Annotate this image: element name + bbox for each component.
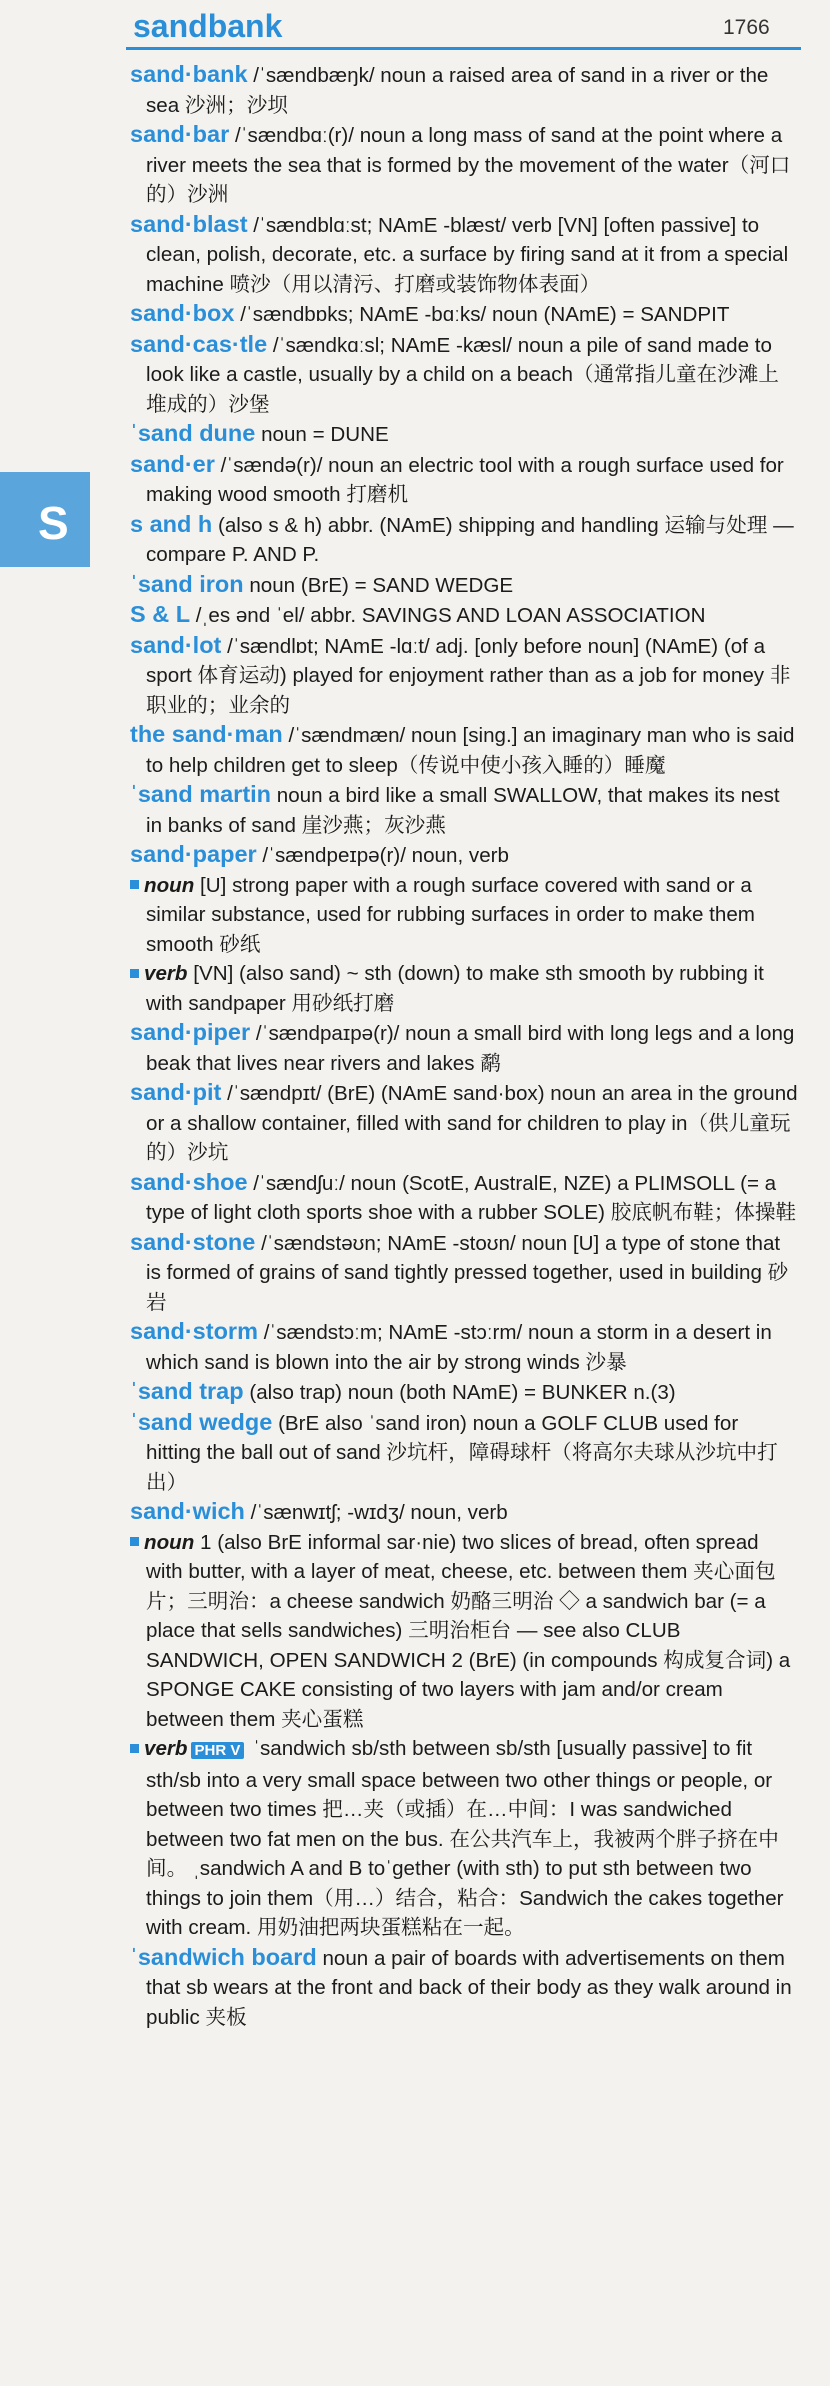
entry-body: /ˈsændmæn/ noun [sing.] an imaginary man who is said to help children get to sleep（传说中使小孩入睡的）睡魔 xyxy=(146,724,795,777)
entry-sander xyxy=(130,450,798,510)
entry-sandpit xyxy=(130,1078,798,1168)
entry-sand-trap xyxy=(130,1377,798,1408)
sense-label: noun xyxy=(144,873,195,897)
headword: sand·bar xyxy=(130,121,230,147)
square-bullet-icon xyxy=(130,1744,139,1753)
sense-body: [U] strong paper with a rough surface covered with sand or a similar substance, used for rubbing surfaces in order to make them smooth 砂纸 xyxy=(146,873,755,956)
headword: ˈsand wedge xyxy=(130,1408,273,1435)
headword: sand·shoe xyxy=(130,1168,248,1195)
sense-label: verb xyxy=(144,1737,188,1760)
entry-body: noun a bird like a small SWALLOW, that makes its nest in banks of sand 崖沙燕；灰沙燕 xyxy=(146,784,780,837)
headword: sand·paper xyxy=(130,841,257,867)
entry-body: noun (BrE) = SAND WEDGE xyxy=(243,573,514,597)
entry-body: noun = DUNE xyxy=(255,423,389,446)
entry-sandshoe xyxy=(130,1168,798,1228)
sense-body: ˈsandwich sb/sth between sb/sth [usually passive] to fit sth/sb into a very small space between two other things or people, or between two times 把…夹（或插）在…中间：I was sandwiched between two fat men on the bus. 在公共汽车上，我被两个胖子挤在中间。 ˌsandwich A and B toˈgether (with sth) to put sth between two things to join them（用…）结合，粘合：Sandwich the cakes together with cream. 用奶油把两块蛋糕粘在一起。 xyxy=(146,1737,784,1939)
entry-body: /ˈsændbæŋk/ noun a raised area of sand in a river or the sea 沙洲；沙坝 xyxy=(146,64,769,117)
entry-sand-wedge xyxy=(130,1408,798,1498)
letter-tab-label: S xyxy=(38,497,69,549)
sense-noun-sandpaper xyxy=(130,871,798,960)
square-bullet-icon xyxy=(130,1537,139,1546)
entry-body: /ˈsændpɪt/ (BrE) (NAmE sand·box) noun an area in the ground or a shallow container, filled with sand for children to play in（供儿童玩的）沙坑 xyxy=(146,1082,798,1164)
headword: sand·box xyxy=(130,300,235,326)
headword: sand·er xyxy=(130,450,215,477)
entry-sandpiper xyxy=(130,1018,798,1078)
entry-body: /ˈsændpeɪpə(r)/ noun, verb xyxy=(256,844,509,867)
entry-sand-dune xyxy=(130,419,798,450)
headword: ˈsand iron xyxy=(130,570,244,597)
headword: sand·piper xyxy=(130,1019,251,1045)
entry-body: (also trap) noun (both NAmE) = BUNKER n.(3) xyxy=(243,1381,676,1404)
header-rule xyxy=(126,47,801,50)
headword: ˈsandwich board xyxy=(130,1943,317,1970)
sense-body: [VN] (also sand) ~ sth (down) to make sth smooth by rubbing it with sandpaper 用砂纸打磨 xyxy=(146,962,764,1015)
square-bullet-icon xyxy=(130,969,139,978)
headword: sand·stone xyxy=(130,1228,256,1255)
entry-body: /ˈsændʃuː/ noun (ScotE, AustralE, NZE) a PLIMSOLL (= a type of light cloth sports shoe with a rubber SOLE) 胶底帆布鞋；体操鞋 xyxy=(146,1171,797,1224)
square-bullet-icon xyxy=(130,880,139,889)
entry-body: /ˈsænwɪtʃ; -wɪdʒ/ noun, verb xyxy=(244,1501,508,1524)
entry-sandblast xyxy=(130,210,798,300)
headword: sand·storm xyxy=(130,1318,258,1344)
entry-sand-iron xyxy=(130,570,798,601)
entry-sandbox xyxy=(130,299,798,330)
page-header xyxy=(0,0,830,60)
entry-sand-martin xyxy=(130,780,798,840)
entry-body: /ˈsændpaɪpə(r)/ noun a small bird with long legs and a long beak that lives near rivers and lakes 鹬 xyxy=(146,1022,795,1075)
headword: ˈsand dune xyxy=(130,420,256,446)
entry-sandwich xyxy=(130,1497,798,1528)
entry-sandbank xyxy=(130,60,798,120)
page-number: 1766 xyxy=(723,16,770,39)
entry-sandstorm xyxy=(130,1317,798,1377)
entry-body: noun a pair of boards with advertisements on them that sb wears at the front and back of their body as they walk around in public 夹板 xyxy=(146,1946,792,2029)
entry-body: /ˈsændblɑːst; NAmE -blæst/ verb [VN] [often passive] to clean, polish, decorate, etc. a surface by firing sand at it from a special machine 喷沙（用以清污、打磨或装饰物体表面） xyxy=(146,213,789,296)
headword: sand·pit xyxy=(130,1079,222,1105)
entry-body: /ˈsændkɑːsl; NAmE -kæsl/ noun a pile of sand made to look like a castle, usually by a child on a beach（通常指儿童在沙滩上堆成的）沙堡 xyxy=(146,333,779,416)
entry-sandwich-board xyxy=(130,1943,798,2033)
sense-label: verb xyxy=(144,962,188,985)
headword: ˈsand trap xyxy=(130,1378,244,1404)
headword: sand·wich xyxy=(130,1498,245,1524)
headword: the sand·man xyxy=(130,721,283,747)
headword: sand·bank xyxy=(130,61,248,87)
sense-body: 1 (also BrE informal sar·nie) two slices of bread, often spread with butter, with a layer of meat, cheese, etc. between them 夹心面包片；三明治：a cheese sandwich 奶酪三明治 ◇ a sandwich bar (= a place that sells sandwiches) 三明治柜台 — see also CLUB SANDWICH, OPEN SANDWICH 2 (BrE) (in compounds 构成复合词) a SPONGE CAKE consisting of two layers with jam and/or cream between them 夹心蛋糕 xyxy=(146,1530,791,1731)
guide-word: sandbank xyxy=(133,8,283,44)
entry-body: /ˈsændbɑː(r)/ noun a long mass of sand at the point where a river meets the sea that is formed by the movement of the water（河口的）沙洲 xyxy=(146,124,791,206)
entry-body: (also s & h) abbr. (NAmE) shipping and handling 运输与处理 — compare P. AND P. xyxy=(146,513,794,566)
headword: ˈsand martin xyxy=(130,781,272,807)
entry-s-and-h xyxy=(130,510,798,570)
entry-sandpaper xyxy=(130,840,798,871)
entry-sandbar xyxy=(130,120,798,210)
entry-body: (BrE also ˈsand iron) noun a GOLF CLUB used for hitting the ball out of sand 沙坑杆，障碍球杆（将高尔夫球从沙坑中打出） xyxy=(146,1411,778,1494)
entry-body: /ˈsændstəʊn; NAmE -stoʊn/ noun [U] a type of stone that is formed of grains of sand tightly pressed together, used in building 砂岩 xyxy=(146,1231,789,1314)
entry-body: /ˈsændbɒks; NAmE -bɑːks/ noun (NAmE) = SANDPIT xyxy=(234,303,730,326)
entry-sandstone xyxy=(130,1228,798,1318)
sense-noun-sandwich xyxy=(130,1528,798,1735)
sense-verb-sandpaper xyxy=(130,959,798,1018)
entry-body: /ˈsændstɔːm; NAmE -stɔːrm/ noun a storm in a desert in which sand is blown into the air by strong winds 沙暴 xyxy=(146,1321,772,1374)
headword: sand·lot xyxy=(130,631,222,658)
headword: s and h xyxy=(130,510,213,537)
entry-sandman xyxy=(130,720,798,780)
headword: S & L xyxy=(130,601,191,627)
entry-sandlot xyxy=(130,631,798,721)
entry-sandcastle xyxy=(130,330,798,420)
dictionary-column xyxy=(130,60,798,2032)
phrasal-verb-badge: PHR V xyxy=(191,1742,245,1759)
entry-s-and-l xyxy=(130,600,798,631)
sense-verb-sandwich xyxy=(130,1734,798,1943)
headword: sand·cas·tle xyxy=(130,330,268,357)
entry-body: /ˈsændlɒt; NAmE -lɑːt/ adj. [only before noun] (NAmE) (of a sport 体育运动) played for enjoyment rather than as a job for money 非职业的；业余的 xyxy=(146,634,791,717)
entry-body: /ˈsændə(r)/ noun an electric tool with a rough surface used for making wood smooth 打磨机 xyxy=(146,453,784,506)
entry-body: /ˌes ənd ˈel/ abbr. SAVINGS AND LOAN ASSOCIATION xyxy=(190,604,706,627)
headword: sand·blast xyxy=(130,210,248,237)
sense-label: noun xyxy=(144,1530,195,1554)
